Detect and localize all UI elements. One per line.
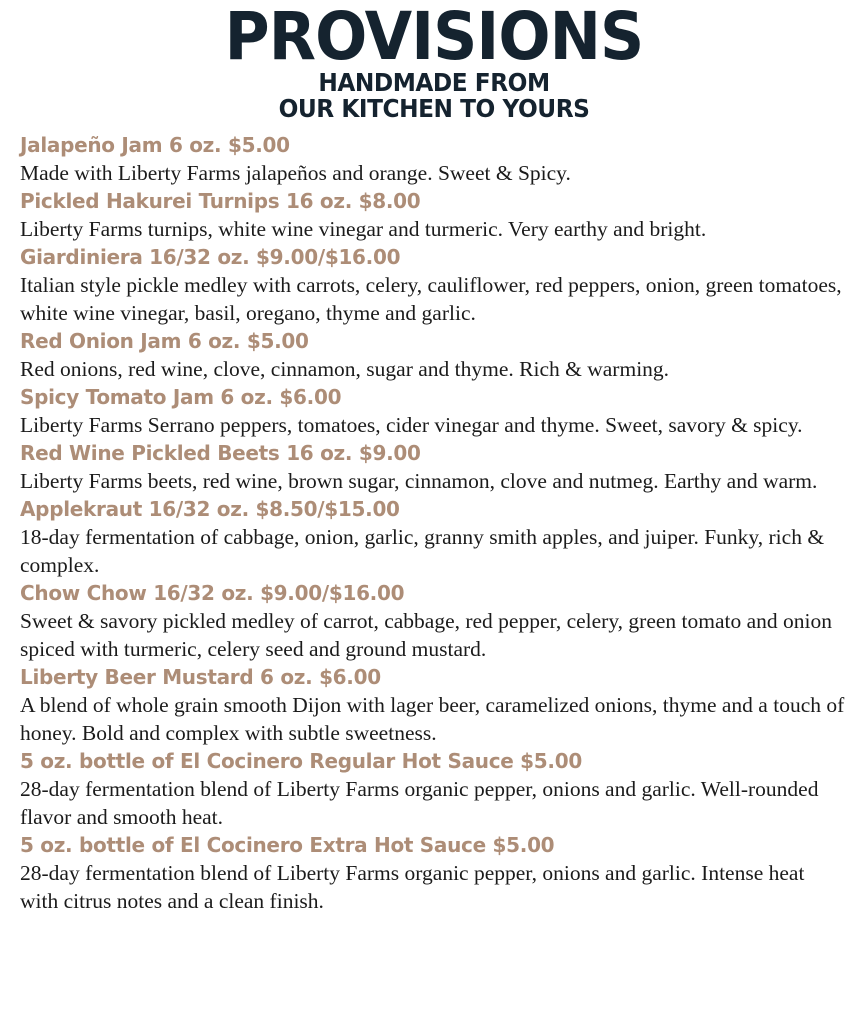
menu-item-pickled-beets — [20, 439, 848, 495]
item-name: Spicy Tomato Jam 6 oz. $6.00 — [20, 385, 342, 409]
item-description: Italian style pickle medley with carrots, celery, cauliflower, red peppers, onion, green tomatoes, white wine vinegar, basil, oregano, thyme and garlic. — [20, 273, 842, 325]
item-description: Made with Liberty Farms jalapeños and orange. Sweet & Spicy. — [20, 161, 571, 185]
menu-item-applekraut — [20, 495, 848, 579]
menu-item-jalapeno-jam — [20, 131, 848, 187]
page-title: PROVISIONS — [224, 0, 644, 75]
menu-item-pickled-turnips — [20, 187, 848, 243]
item-name: Liberty Beer Mustard 6 oz. $6.00 — [20, 665, 381, 689]
item-name: Chow Chow 16/32 oz. $9.00/$16.00 — [20, 581, 405, 605]
item-name: 5 oz. bottle of El Cocinero Extra Hot Sauce $5.00 — [20, 833, 555, 857]
item-name: 5 oz. bottle of El Cocinero Regular Hot Sauce $5.00 — [20, 749, 582, 773]
item-name: Jalapeño Jam 6 oz. $5.00 — [20, 133, 290, 157]
menu-item-red-onion-jam — [20, 327, 848, 383]
item-name: Applekraut 16/32 oz. $8.50/$15.00 — [20, 497, 400, 521]
menu-item-chow-chow — [20, 579, 848, 663]
menu-header — [20, 0, 848, 122]
menu-item-beer-mustard — [20, 663, 848, 747]
menu-item-regular-hot-sauce — [20, 747, 848, 831]
item-description: 28-day fermentation blend of Liberty Farms organic pepper, onions and garlic. Intense heat with citrus notes and a clean finish. — [20, 861, 805, 913]
menu-item-giardiniera — [20, 243, 848, 327]
subtitle-line-1: HANDMADE FROM — [318, 68, 550, 97]
item-description: 28-day fermentation blend of Liberty Farms organic pepper, onions and garlic. Well-rounded flavor and smooth heat. — [20, 777, 819, 829]
menu-item-extra-hot-sauce — [20, 831, 848, 915]
item-description: Liberty Farms beets, red wine, brown sugar, cinnamon, clove and nutmeg. Earthy and warm. — [20, 469, 818, 493]
item-description: Liberty Farms turnips, white wine vinegar and turmeric. Very earthy and bright. — [20, 217, 707, 241]
item-name: Giardiniera 16/32 oz. $9.00/$16.00 — [20, 245, 401, 269]
item-name: Pickled Hakurei Turnips 16 oz. $8.00 — [20, 189, 421, 213]
item-name: Red Onion Jam 6 oz. $5.00 — [20, 329, 309, 353]
item-name: Red Wine Pickled Beets 16 oz. $9.00 — [20, 441, 421, 465]
menu-items-list — [20, 131, 848, 915]
item-description: Liberty Farms Serrano peppers, tomatoes, cider vinegar and thyme. Sweet, savory & spicy. — [20, 413, 803, 437]
item-description: A blend of whole grain smooth Dijon with lager beer, caramelized onions, thyme and a touch of honey. Bold and complex with subtle sweetness. — [20, 693, 845, 745]
menu-item-spicy-tomato-jam — [20, 383, 848, 439]
item-description: Sweet & savory pickled medley of carrot, cabbage, red pepper, celery, green tomato and onion spiced with turmeric, celery seed and ground mustard. — [20, 609, 833, 661]
item-description: Red onions, red wine, clove, cinnamon, sugar and thyme. Rich & warming. — [20, 357, 670, 381]
item-description: 18-day fermentation of cabbage, onion, garlic, granny smith apples, and juiper. Funky, rich & complex. — [20, 525, 825, 577]
subtitle-line-2: OUR KITCHEN TO YOURS — [278, 94, 590, 123]
